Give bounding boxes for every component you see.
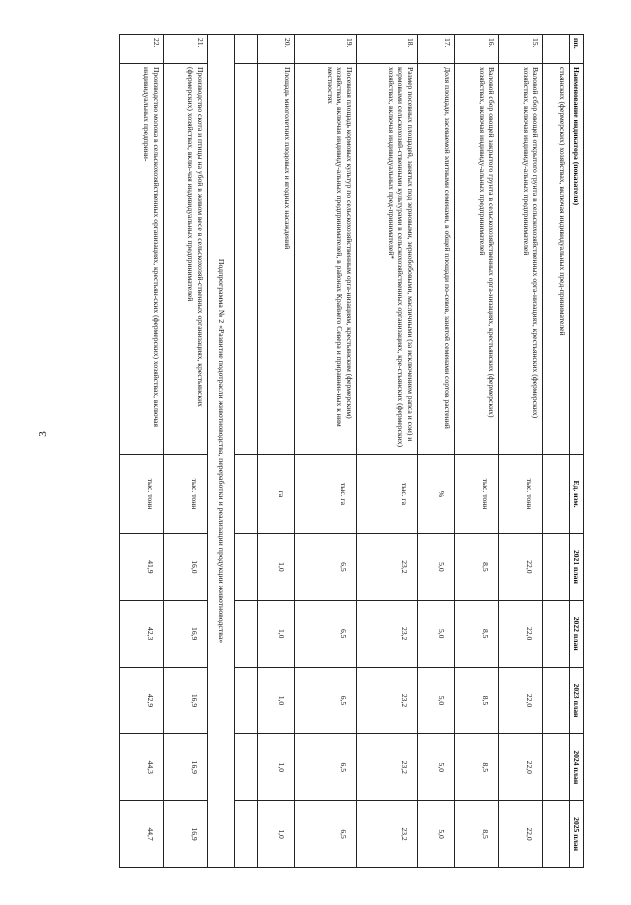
col-header-2021: 2021 план [569, 534, 583, 601]
unit: тыс. тонн [120, 455, 164, 534]
value-2021: 23,2 [356, 534, 417, 601]
row-number: 16. [455, 35, 499, 64]
indicator-name: Валовой сбор овощей открытого грунта в сельскохозяйственных орга-низациях, крестьянских (фермерских) хозяйствах, включая индивиду-альных предпринимателей [499, 64, 543, 455]
col-header-2025: 2025 план [569, 801, 583, 868]
unit: тыс. тонн [499, 455, 543, 534]
value-2022: 6,5 [295, 600, 356, 667]
value-2024: 23,2 [356, 734, 417, 801]
indicator-name: Производство скота и птицы на убой в живом весе в сельскохозяй-ственных организациях, крестьянских (фермерских) хозяйствах, вклю-чая индивидуальных предпринимателей [163, 64, 207, 455]
value-2021: 22,0 [499, 534, 543, 601]
value-2025: 23,2 [356, 801, 417, 868]
value-2024: 6,5 [295, 734, 356, 801]
value-2021: 6,5 [295, 534, 356, 601]
table-row [120, 35, 164, 868]
value-2024: 1,0 [257, 734, 295, 801]
value-2021: 1,0 [257, 534, 295, 601]
value-2025: 6,5 [295, 801, 356, 868]
value-2022: 8,5 [455, 600, 499, 667]
col-header-2022: 2022 план [569, 600, 583, 667]
table-header-row [569, 35, 583, 868]
row-number: 19. [295, 35, 356, 64]
value-2021: 8,5 [455, 534, 499, 601]
value-2023: 22,0 [499, 667, 543, 734]
unit: тыс. тонн [163, 455, 207, 534]
value-2022: 1,0 [257, 600, 295, 667]
indicator-table [119, 34, 584, 868]
indicator-name: Посевная площадь кормовых культур по сельскохозяйственным орга-низациям, крестьянским (фермерским) хозяйствам, включая индивиду-альных предпринимателей, в районах Крайнего Севера и приравнен-ных к ним местностях [295, 64, 356, 455]
value-2022: 22,0 [499, 600, 543, 667]
col-header-2024: 2024 план [569, 734, 583, 801]
indicator-name: Площадь многолетних плодовых и ягодных насаждений [257, 64, 295, 455]
col-header-name: Наименование индикатора (показателя) [569, 64, 583, 455]
value-2023: 42,9 [120, 667, 164, 734]
unit: % [417, 455, 455, 534]
row-number: 18. [356, 35, 417, 64]
table-row-continuation [543, 35, 570, 868]
value-2021: 41,9 [120, 534, 164, 601]
value-2021: 16,0 [163, 534, 207, 601]
row-number: 20. [257, 35, 295, 64]
table-row [295, 35, 356, 868]
value-2022: 5,0 [417, 600, 455, 667]
spacer-row [234, 35, 257, 868]
value-2024: 22,0 [499, 734, 543, 801]
value-2024: 8,5 [455, 734, 499, 801]
row-number: 22. [120, 35, 164, 64]
col-header-no: пп. [569, 35, 583, 64]
value-2022: 42,3 [120, 600, 164, 667]
unit: га [257, 455, 295, 534]
row-number: 17. [417, 35, 455, 64]
indicator-name: Размер посевных площадей, занятых под зерновыми, зернобобовыми, масличными (за исключением рапса и сои) и кормовыми сельскохозяй-ственными культурами в сельскохозяйственных организациях, кре-стьянских (фермерских) хозяйствах, включая индивидуальных пред-принимателей* [356, 64, 417, 455]
table-row [499, 35, 543, 868]
value-2025: 16,9 [163, 801, 207, 868]
value-2025: 8,5 [455, 801, 499, 868]
value-2025: 1,0 [257, 801, 295, 868]
row-number: 21. [163, 35, 207, 64]
table-row [356, 35, 417, 868]
unit: тыс. га [295, 455, 356, 534]
value-2023: 8,5 [455, 667, 499, 734]
value-2024: 44,3 [120, 734, 164, 801]
value-2024: 16,9 [163, 734, 207, 801]
table-row [163, 35, 207, 868]
value-2025: 5,0 [417, 801, 455, 868]
value-2025: 44,7 [120, 801, 164, 868]
value-2024: 5,0 [417, 734, 455, 801]
value-2023: 16,9 [163, 667, 207, 734]
value-2022: 23,2 [356, 600, 417, 667]
row-number: 15. [499, 35, 543, 64]
value-2023: 1,0 [257, 667, 295, 734]
unit: тыс. тонн [455, 455, 499, 534]
value-2023: 23,2 [356, 667, 417, 734]
indicator-name: Производство молока в сельскохозяйственных организациях, крестьян-ских (фермерских) хозяйствах, включая индивидуальных предприни- [120, 64, 164, 455]
subprogram-row [207, 35, 234, 868]
value-2023: 5,0 [417, 667, 455, 734]
subprogram-title: Подпрограмма № 2 «Развитие подотрасли животноводства, переработки и реализации продукции животноводства» [207, 35, 234, 868]
col-header-2023: 2023 план [569, 667, 583, 734]
indicator-name: Доля площади, засеваемой элитными семенами, в общей площади по-севов, занятой семенами сортов растений [417, 64, 455, 455]
value-2025: 22,0 [499, 801, 543, 868]
value-2023: 6,5 [295, 667, 356, 734]
table-row [455, 35, 499, 868]
continuation-text: стьянских (фермерских) хозяйствах, включая индивидуальных пред-принимателей [543, 64, 570, 455]
value-2021: 5,0 [417, 534, 455, 601]
table-row [417, 35, 455, 868]
value-2022: 16,9 [163, 600, 207, 667]
page-number: 3 [36, 431, 49, 437]
indicator-name: Валовой сбор овощей закрытого грунта в сельскохозяйственных орга-низациях, крестьянских (фермерских) хозяйствах, включая индивиду-альных предпринимателей [455, 64, 499, 455]
rotated-page [119, 34, 584, 868]
table-row [257, 35, 295, 868]
col-header-unit: Ед. изм. [569, 455, 583, 534]
unit: тыс. га [356, 455, 417, 534]
